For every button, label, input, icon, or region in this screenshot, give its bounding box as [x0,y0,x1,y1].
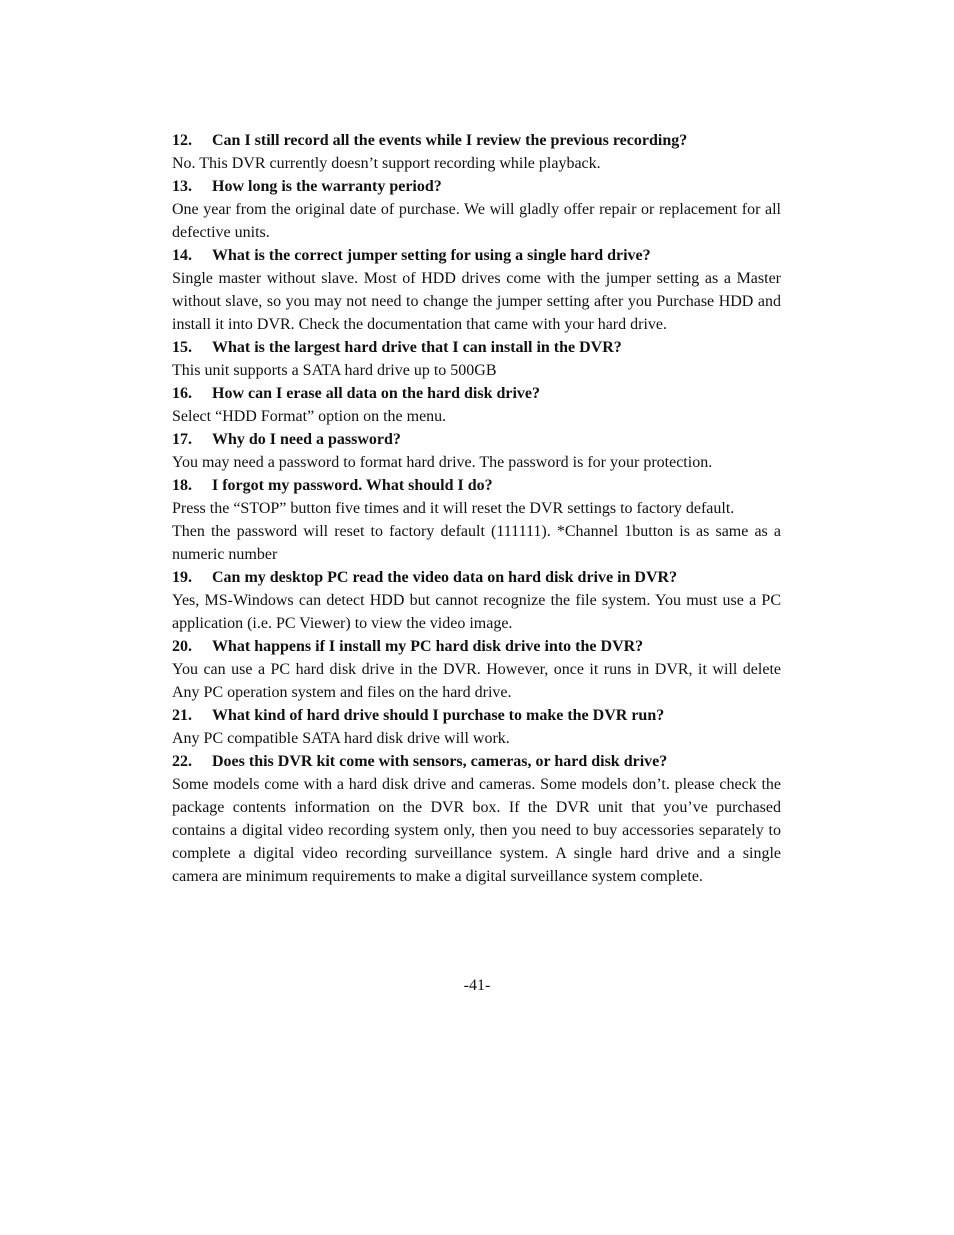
question-number: 15. [172,339,192,356]
faq-question [172,474,781,497]
faq-question [172,750,781,773]
faq-question [172,428,781,451]
question-text: I forgot my password. What should I do? [212,477,493,494]
faq-answer: Any PC compatible SATA hard disk drive will work. [172,730,510,747]
question-text: Does this DVR kit come with sensors, cameras, or hard disk drive? [212,753,668,770]
question-number: 18. [172,477,192,494]
question-number: 20. [172,638,192,655]
faq-item-18 [172,474,781,566]
faq-question [172,336,781,359]
faq-question [172,704,781,727]
faq-answer: This unit supports a SATA hard drive up to 500GB [172,362,497,379]
faq-answer: No. This DVR currently doesn’t support recording while playback. [172,155,601,172]
faq-item-12 [172,129,781,175]
faq-item-22 [172,750,781,888]
faq-question [172,566,781,589]
question-number: 17. [172,431,192,448]
question-number: 21. [172,707,192,724]
question-text: How long is the warranty period? [212,178,442,195]
faq-answer: Single master without slave. Most of HDD drives come with the jumper setting as a Master without slave, so you may not need to change the jumper setting after you Purchase HDD and install it into DVR. Check the documentation that came with your hard drive. [172,270,781,333]
faq-section [172,129,781,888]
question-text: Can my desktop PC read the video data on hard disk drive in DVR? [212,569,678,586]
question-number: 14. [172,247,192,264]
question-text: Why do I need a password? [212,431,401,448]
faq-item-19 [172,566,781,635]
question-number: 12. [172,132,192,149]
faq-answer: Some models come with a hard disk drive and cameras. Some models don’t. please check the package contents information on the DVR box. If the DVR unit that you’ve purchased contains a digital video recording system only, then you need to buy accessories separately to complete a digital video recording surveillance system. A single hard drive and a single camera are minimum requirements to make a digital surveillance system complete. [172,776,781,885]
faq-item-14 [172,244,781,336]
faq-answer: Press the “STOP” button five times and it will reset the DVR settings to factory default. [172,500,735,517]
question-text: Can I still record all the events while I review the previous recording? [212,132,688,149]
faq-item-15 [172,336,781,382]
faq-item-16 [172,382,781,428]
faq-answer: One year from the original date of purchase. We will gladly offer repair or replacement for all defective units. [172,201,781,241]
question-text: What is the largest hard drive that I can install in the DVR? [212,339,622,356]
question-text: What happens if I install my PC hard disk drive into the DVR? [212,638,644,655]
faq-question [172,635,781,658]
question-text: How can I erase all data on the hard disk drive? [212,385,541,402]
question-number: 19. [172,569,192,586]
faq-question [172,244,781,267]
question-text: What is the correct jumper setting for using a single hard drive? [212,247,651,264]
question-text: What kind of hard drive should I purchase to make the DVR run? [212,707,665,724]
faq-question [172,129,781,152]
question-number: 22. [172,753,192,770]
faq-answer: Then the password will reset to factory default (111111). *Channel 1button is as same as a numeric number [172,523,781,563]
faq-answer: You can use a PC hard disk drive in the DVR. However, once it runs in DVR, it will delete Any PC operation system and files on the hard drive. [172,661,781,701]
faq-item-20 [172,635,781,704]
faq-item-13 [172,175,781,244]
faq-question [172,382,781,405]
faq-item-21 [172,704,781,750]
question-number: 13. [172,178,192,195]
faq-question [172,175,781,198]
faq-answer: Select “HDD Format” option on the menu. [172,408,447,425]
faq-answer: Yes, MS-Windows can detect HDD but cannot recognize the file system. You must use a PC application (i.e. PC Viewer) to view the video image. [172,592,781,632]
faq-item-17 [172,428,781,474]
page-number: -41- [463,977,491,994]
question-number: 16. [172,385,192,402]
faq-answer: You may need a password to format hard drive. The password is for your protection. [172,454,713,471]
